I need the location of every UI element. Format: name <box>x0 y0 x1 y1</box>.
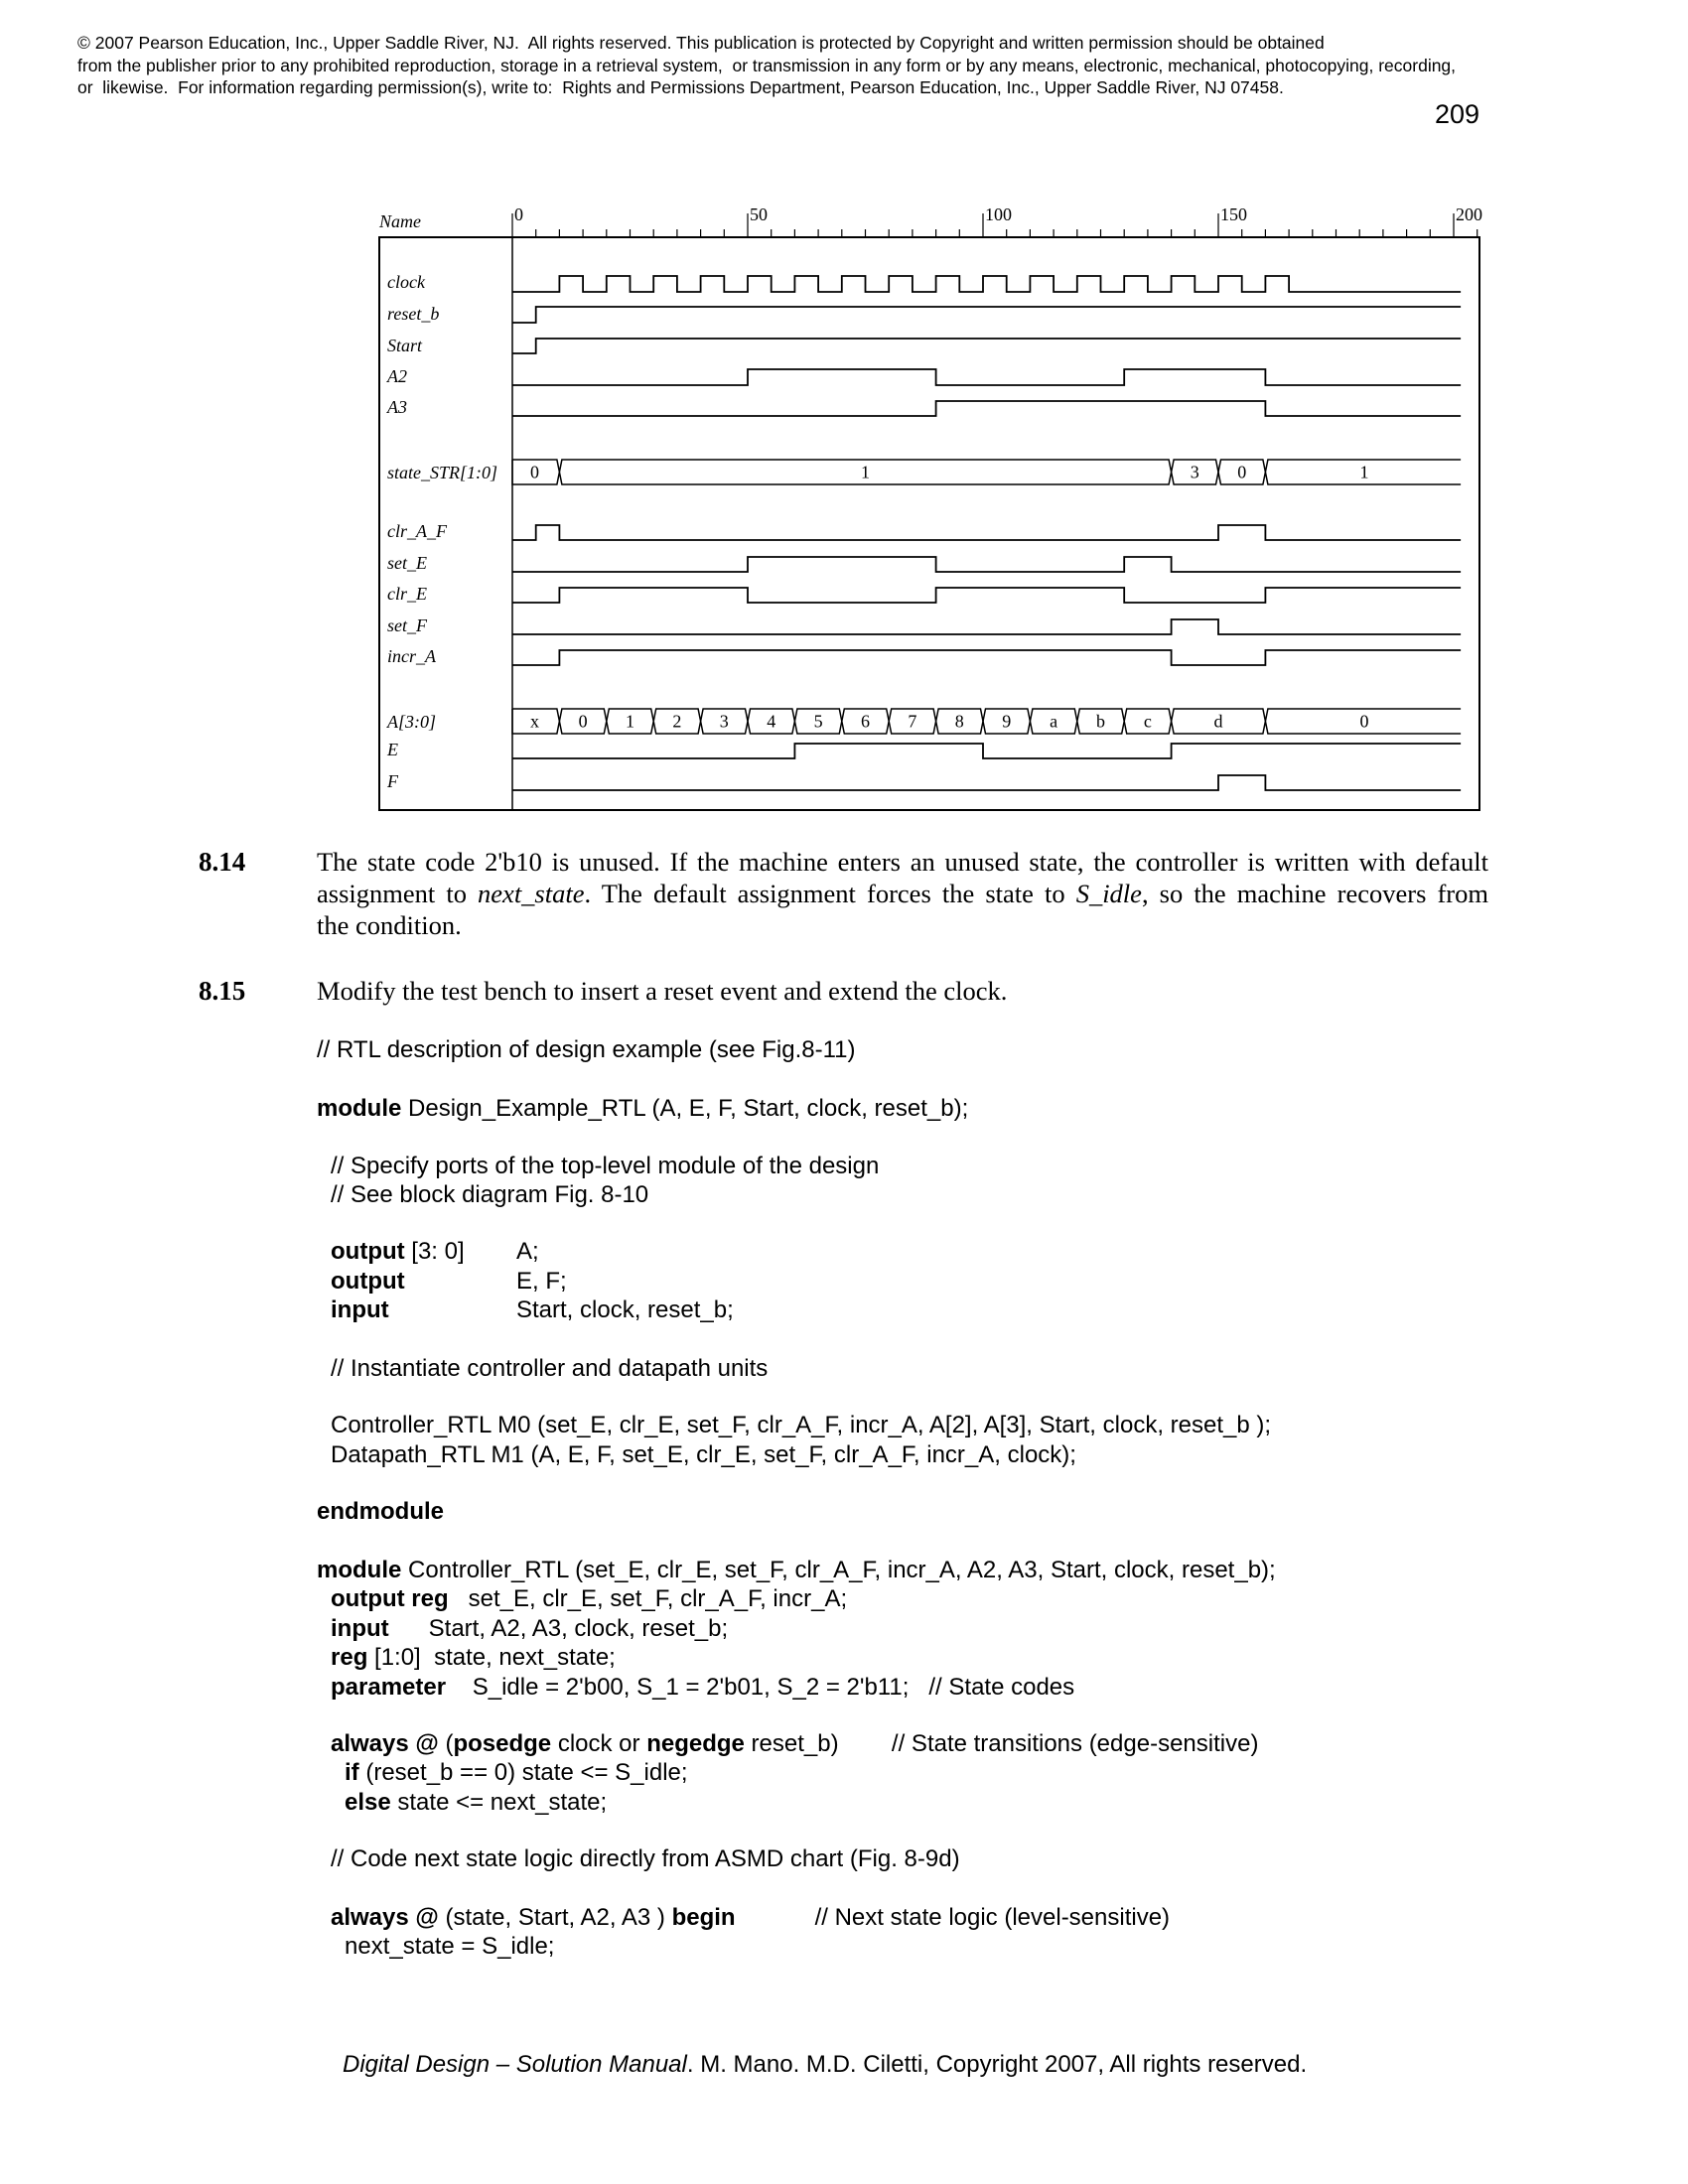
code-line: // Instantiate controller and datapath units <box>331 1355 769 1382</box>
code-line: if (reset_b == 0) state <= S_idle; <box>345 1759 688 1786</box>
bus-value: c <box>1143 711 1152 732</box>
bus-value: x <box>529 711 539 732</box>
footer-credits: . M. Mano. M.D. Ciletti, Copyright 2007, All rights reserved. <box>686 2051 1308 2078</box>
code-line: next_state = S_idle; <box>345 1933 555 1960</box>
signal-label: clr_A_F <box>387 521 447 541</box>
signal-label: clock <box>387 272 425 292</box>
code-line: else state <= next_state; <box>345 1789 608 1816</box>
axis-tick-label: 0 <box>514 205 523 224</box>
code-line-operand: Start, clock, reset_b; <box>516 1297 734 1323</box>
signal-e <box>386 740 1461 759</box>
bus-value: 0 <box>1359 711 1369 732</box>
code-line: always @ (state, Start, A2, A3 ) begin // Next state logic (level-sensitive) <box>331 1904 1171 1931</box>
axis-tick-label: 100 <box>985 205 1012 224</box>
signal-reset-b <box>387 304 1461 324</box>
bus-value: 2 <box>672 711 682 732</box>
bus-value: d <box>1213 711 1223 732</box>
bus-value: 5 <box>813 711 823 732</box>
bus-value: 9 <box>1002 711 1012 732</box>
signal-f <box>386 771 1461 791</box>
signal-state-str-1-0- <box>387 460 1461 484</box>
code-line: reg [1:0] state, next_state; <box>331 1644 616 1671</box>
name-column-header: Name <box>379 211 421 231</box>
text-line: Modify the test bench to insert a reset event and extend the clock. <box>317 976 1008 1006</box>
bus-value: 4 <box>767 711 776 732</box>
code-line: endmodule <box>317 1498 445 1525</box>
code-line: // RTL description of design example (see Fig.8-11) <box>317 1036 856 1063</box>
signal-label: E <box>387 740 398 759</box>
code-line: // Specify ports of the top-level module of the design <box>331 1153 880 1179</box>
signal-label: Start <box>387 336 423 355</box>
bus-value: 7 <box>908 711 917 732</box>
signal-label: F <box>387 771 398 791</box>
copyright-line-2: from the publisher prior to any prohibited reproduction, storage in a retrieval system, or transmission in any form or by any means, electronic, mechanical, photocopying, recording, <box>77 56 1457 75</box>
timing-diagram <box>0 0 1688 834</box>
waveform-frame <box>379 237 1479 810</box>
signal-a2 <box>386 366 1461 386</box>
code-line: always @ (posedge clock or negedge reset_b) // State transitions (edge-sensitive) <box>331 1730 1259 1757</box>
problem-number: 8.14 <box>199 847 246 877</box>
code-line: // See block diagram Fig. 8-10 <box>331 1181 649 1208</box>
footer-book-title: Digital Design – Solution Manual <box>343 2051 687 2078</box>
code-line: module Design_Example_RTL (A, E, F, Start, clock, reset_b); <box>317 1095 969 1122</box>
copyright-line-1: © 2007 Pearson Education, Inc., Upper Saddle River, NJ. All rights reserved. This publication is protected by Copyright and written permission should be obtained <box>77 33 1325 53</box>
bus-value: 3 <box>719 711 729 732</box>
bus-value: 6 <box>861 711 870 732</box>
code-line: output [3: 0] <box>331 1238 465 1265</box>
copyright-line-3: or likewise. For information regarding permission(s), write to: Rights and Permissions Department, Pearson Education, Inc., Upper Saddle River, NJ 07458. <box>77 77 1284 97</box>
signal-incr-a <box>387 646 1461 666</box>
signal-label: A2 <box>387 366 407 386</box>
code-line: input Start, A2, A3, clock, reset_b; <box>331 1615 729 1642</box>
text-line: assignment to next_state. The default assignment forces the state to S_idle, so the machine recovers from <box>317 879 1488 908</box>
problem-number: 8.15 <box>199 976 246 1006</box>
page-number: 209 <box>1434 99 1479 129</box>
code-line-operand: E, F; <box>516 1268 567 1295</box>
problem-text <box>317 846 1488 941</box>
axis-tick-label: 150 <box>1220 205 1247 224</box>
code-line: module Controller_RTL (set_E, clr_E, set_F, clr_A_F, incr_A, A2, A3, Start, clock, reset_b); <box>317 1557 1276 1583</box>
signal-clr-a-f <box>387 521 1461 541</box>
signal-label: set_F <box>387 615 427 635</box>
bus-value: b <box>1096 711 1105 732</box>
signal-label: A3 <box>387 397 407 417</box>
code-line: output reg set_E, clr_E, set_F, clr_A_F, incr_A; <box>331 1585 848 1612</box>
bus-value: a <box>1050 711 1058 732</box>
code-line: output <box>331 1268 405 1295</box>
time-axis <box>512 205 1482 237</box>
signal-label: reset_b <box>387 304 440 324</box>
bus-value: 1 <box>861 462 870 482</box>
bus-value: 1 <box>1359 462 1369 482</box>
text-line: the condition. <box>317 910 462 940</box>
signal-label: state_STR[1:0] <box>387 463 498 482</box>
signal-start <box>387 336 1461 355</box>
signal-clock <box>387 272 1461 292</box>
signal-label: A[3:0] <box>387 712 436 732</box>
code-line: input <box>331 1297 389 1323</box>
code-line: Datapath_RTL M1 (A, E, F, set_E, clr_E, set_F, clr_A_F, incr_A, clock); <box>331 1441 1076 1468</box>
signal-a-3-0- <box>386 709 1461 734</box>
bus-value: 0 <box>1237 462 1247 482</box>
signal-a3 <box>386 397 1461 417</box>
code-line-operand: A; <box>516 1238 539 1265</box>
page-footer <box>343 2051 1307 2079</box>
problem-text <box>317 975 1488 1007</box>
signal-set-f <box>387 615 1461 635</box>
signal-label: set_E <box>387 553 427 573</box>
axis-tick-label: 200 <box>1456 205 1482 224</box>
signal-clr-e <box>387 584 1461 604</box>
bus-value: 3 <box>1190 462 1199 482</box>
code-line: Controller_RTL M0 (set_E, clr_E, set_F, clr_A_F, incr_A, A[2], A[3], Start, clock, reset_b ); <box>331 1412 1272 1438</box>
signal-label: incr_A <box>387 646 436 666</box>
text-line: The state code 2'b10 is unused. If the machine enters an unused state, the controller is written with default <box>317 847 1488 877</box>
axis-tick-label: 50 <box>750 205 768 224</box>
bus-value: 8 <box>954 711 964 732</box>
bus-value: 1 <box>626 711 634 732</box>
code-line: // Code next state logic directly from ASMD chart (Fig. 8-9d) <box>331 1845 960 1872</box>
signal-set-e <box>387 553 1461 573</box>
bus-value: 0 <box>578 711 588 732</box>
bus-value: 0 <box>529 462 539 482</box>
signal-label: clr_E <box>387 584 427 604</box>
code-line: parameter S_idle = 2'b00, S_1 = 2'b01, S_2 = 2'b11; // State codes <box>331 1674 1075 1701</box>
